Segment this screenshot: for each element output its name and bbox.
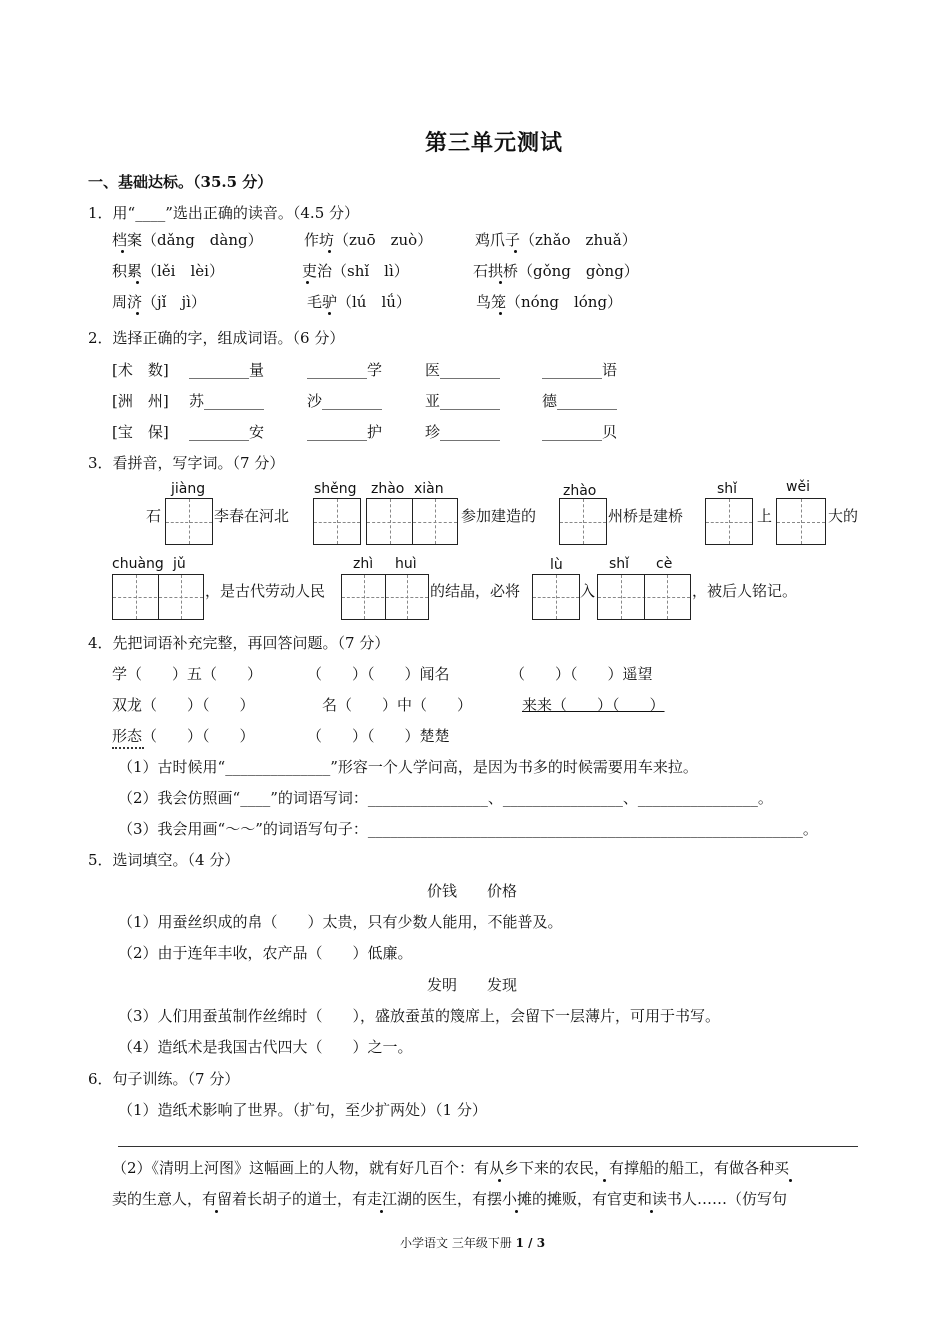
emphasis-dot [136, 281, 139, 284]
q5-sentence: （3）人们用蚕茧制作丝绵时（ ），盛放蚕茧的篾席上，会留下一层薄片，可用于书写。 [118, 1007, 721, 1025]
idiom-blank: （ ）（ ）楚楚 [307, 727, 450, 745]
writing-box[interactable] [366, 498, 458, 545]
writing-box[interactable] [776, 498, 826, 545]
q1-item: 石拱桥（gǒng gòng） [473, 262, 639, 280]
pinyin-label: shǐ [609, 556, 630, 572]
question-1-prompt: 1．用“____”选出正确的读音。（4.5 分） [88, 204, 360, 222]
sentence-text: 上 [757, 507, 773, 525]
pinyin-label: zhào [563, 483, 597, 499]
q1-item: 毛驴（lú lǘ） [307, 293, 411, 311]
sentence-text: 州桥是建桥 [608, 507, 684, 525]
emphasis-dot [498, 1179, 501, 1182]
q2-cell: 亚________ [425, 392, 501, 410]
emphasis-dot [515, 1210, 518, 1213]
question-3-prompt: 3．看拼音，写字词。（7 分） [88, 454, 285, 472]
q1-item: 积累（lěi lèi） [112, 262, 224, 280]
idiom-blank: 双龙（ ）（ ） [112, 696, 255, 714]
q5-sentence: （2）由于连年丰收，农产品（ ）低廉。 [118, 944, 413, 962]
section-heading: 一、基础达标。（35.5 分） [88, 173, 273, 191]
q1-item: 档案（dǎng dàng） [112, 231, 263, 249]
pinyin-label: shěng [314, 481, 357, 497]
pinyin-label: cè [656, 556, 673, 572]
sentence-text: 李春在河北 [214, 507, 290, 525]
emphasis-dot [328, 312, 331, 315]
q1-item: 鸡爪子（zhǎo zhuǎ） [475, 231, 637, 249]
sentence-text: 大的 [828, 507, 859, 525]
word-choices: 发明 发现 [427, 976, 518, 994]
q2-cell: 德________ [542, 392, 618, 410]
emphasis-dot [215, 1210, 218, 1213]
writing-box[interactable] [313, 498, 361, 545]
q2-cell: [洲 州] [112, 392, 169, 410]
q6-sentence: 卖的生意人，有留着长胡子的道士，有走江湖的医生，有摆小摊的摊贩，有官吏和读书人……（仿写句 [112, 1190, 788, 1208]
q2-cell: 沙________ [307, 392, 383, 410]
pinyin-label: xiàn [414, 481, 444, 497]
emphasis-dot [650, 1210, 653, 1213]
sentence-text: 的结晶，必将 [430, 582, 521, 600]
pinyin-label: chuàng [112, 556, 164, 572]
q2-cell: ________学 [307, 361, 383, 379]
writing-box[interactable] [112, 574, 204, 620]
word-choices: 价钱 价格 [427, 882, 518, 900]
emphasis-dot [136, 312, 139, 315]
pinyin-label: zhì [353, 556, 374, 572]
sentence-text: 入 [580, 582, 596, 600]
q1-item: 作坊（zuō zuò） [304, 231, 433, 249]
emphasis-dot [306, 281, 309, 284]
pinyin-label: zhào [371, 481, 405, 497]
emphasis-dot [328, 250, 331, 253]
page-footer [400, 1234, 545, 1251]
q4-sub-question: （2）我会仿照画“____”的词语写词：________________、________________、________________。 [118, 789, 773, 807]
q2-cell: 苏________ [189, 392, 265, 410]
emphasis-dot [380, 1210, 383, 1213]
q2-cell: ________护 [307, 423, 383, 441]
writing-box[interactable] [597, 574, 691, 620]
question-5-prompt: 5．选词填空。（4 分） [88, 851, 240, 869]
q6-sentence: （1）造纸术影响了世界。（扩句，至少扩两处）（1 分） [118, 1101, 487, 1119]
writing-box[interactable] [559, 498, 607, 545]
pinyin-label: huì [395, 556, 417, 572]
sentence-text: ，被后人铭记。 [692, 582, 798, 600]
question-4-prompt: 4．先把词语补充完整，再回答问题。（7 分） [88, 634, 390, 652]
q2-cell: ________安 [189, 423, 265, 441]
q4-sub-question: （3）我会用画“～～”的词语写句子：__________________________________________________________。 [118, 820, 818, 838]
sentence-text: 参加建造的 [461, 507, 537, 525]
idiom-blank: 学（ ）五（ ） [112, 665, 263, 683]
q2-cell: ________语 [542, 361, 618, 379]
idiom-blank: （ ）（ ）遥望 [510, 665, 653, 683]
pinyin-label: lù [550, 557, 563, 573]
emphasis-dot [514, 250, 517, 253]
question-6-prompt: 6．句子训练。（7 分） [88, 1070, 240, 1088]
emphasis-dot [499, 281, 502, 284]
sentence-text: ，是古代劳动人民 [205, 582, 326, 600]
writing-box[interactable] [532, 574, 580, 620]
idiom-blank: 来来（ ）（ ） [522, 696, 665, 714]
q4-sub-question: （1）古时候用“______________”形容一个人学问高，是因为书多的时候需要用车来拉。 [118, 758, 698, 776]
emphasis-dot [603, 1179, 606, 1182]
q2-cell: ________贝 [542, 423, 618, 441]
q2-cell: 医________ [425, 361, 501, 379]
emphasis-dot [789, 1179, 792, 1182]
q2-cell: [宝 保] [112, 423, 169, 441]
pinyin-label: jǔ [173, 556, 186, 572]
emphasis-dot [121, 250, 124, 253]
q5-sentence: （1）用蚕丝织成的帛（ ）太贵，只有少数人能用，不能普及。 [118, 913, 563, 931]
question-2-prompt: 2．选择正确的字，组成词语。（6 分） [88, 329, 345, 347]
q2-cell: 珍________ [425, 423, 501, 441]
q5-sentence: （4）造纸术是我国古代四大（ ）之一。 [118, 1038, 413, 1056]
pinyin-label: wěi [786, 479, 810, 495]
pinyin-label: jiàng [171, 481, 206, 497]
footer-text: 小学语文 三年级下册 [400, 1236, 512, 1250]
sentence-text: 石 [146, 507, 162, 525]
writing-box[interactable] [165, 498, 213, 545]
q1-item: 周济（jǐ jì） [112, 293, 206, 311]
q6-sentence: （2）《清明上河图》这幅画上的人物，就有好几百个：有从乡下来的农民，有撑船的船工，有做各种买 [112, 1159, 790, 1177]
idiom-blank: 名（ ）中（ ） [322, 696, 473, 714]
idiom-blank: （ ）（ ）闻名 [307, 665, 450, 683]
emphasis-dot [499, 312, 502, 315]
idiom-blank: 形态（ ）（ ） [112, 727, 255, 745]
q2-cell: [术 数] [112, 361, 169, 379]
writing-box[interactable] [341, 574, 429, 620]
page-title: 第三单元测试 [425, 130, 564, 156]
pinyin-label: shǐ [717, 481, 738, 497]
writing-box[interactable] [705, 498, 753, 545]
q1-item: 吏治（shǐ lì） [302, 262, 409, 280]
answer-line[interactable] [118, 1146, 858, 1147]
page-number: 1 / 3 [515, 1236, 546, 1250]
q2-cell: ________量 [189, 361, 265, 379]
wavy-underline [112, 743, 144, 749]
q1-item: 鸟笼（nóng lóng） [476, 293, 623, 311]
